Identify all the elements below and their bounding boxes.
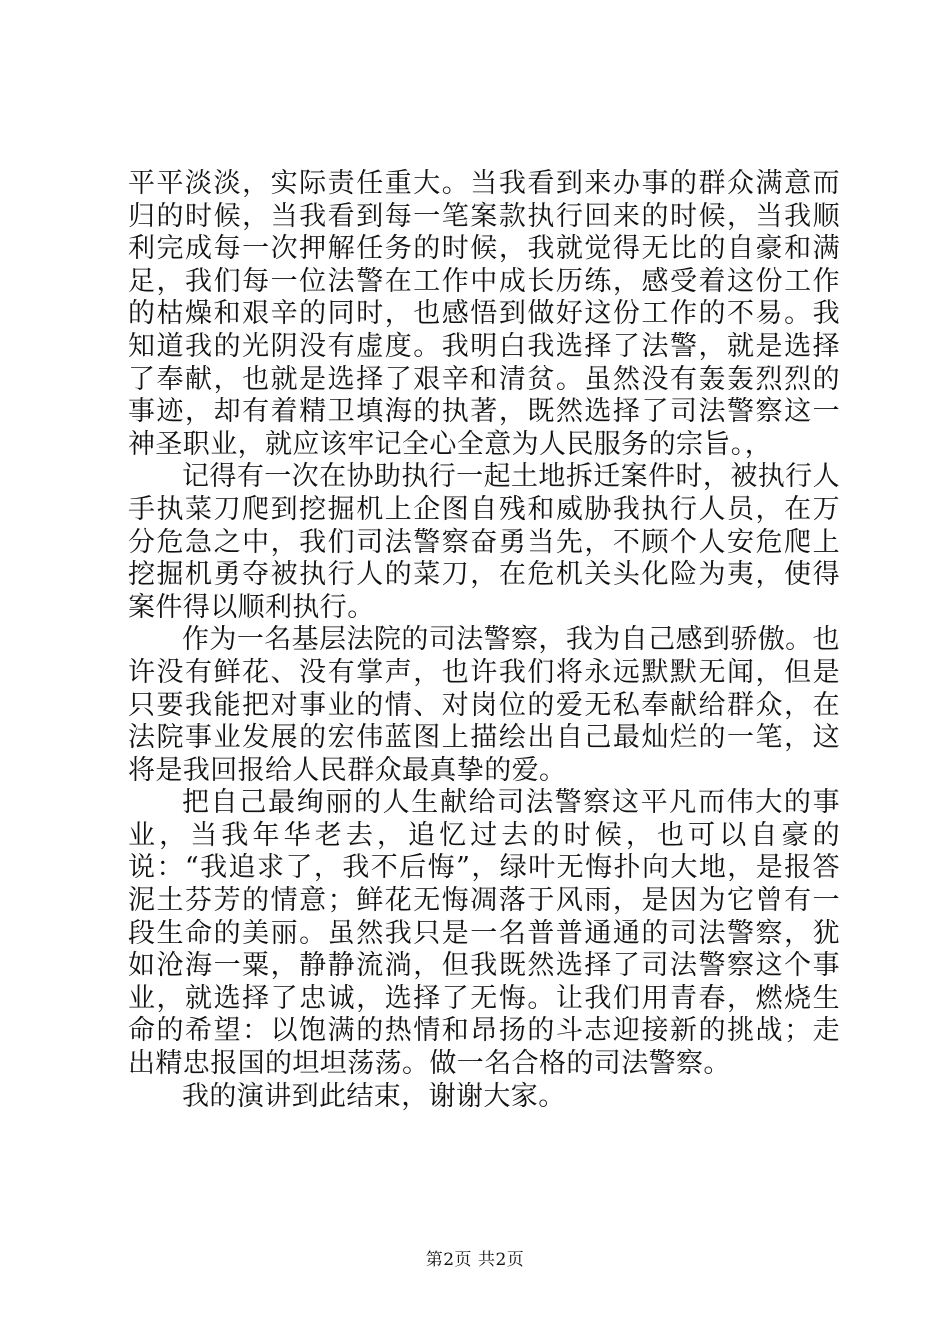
paragraph-demolition-case: 记得有一次在协助执行一起土地拆迁案件时，被执行人手执菜刀爬到挖掘机上企图自残和威胁我执行人员，在万分危急之中，我们司法警察奋勇当先，不顾个人安危爬上挖掘机勇夺被执行人的菜刀，在危机关头化险为夷，使得案件得以顺利执行。	[128, 461, 840, 623]
paragraph-closing: 我的演讲到此结束，谢谢大家。	[182, 1080, 566, 1112]
page-number-footer: 第2页 共2页	[425, 1250, 525, 1270]
paragraph-dedication: 把自己最绚丽的人生献给司法警察这平凡而伟大的事业，当我年华老去，追忆过去的时候，也可以自豪的说：“我追求了，我不后悔”，绿叶无悔扑向大地，是报答泥土芬芳的情意；鲜花无悔凋落于风雨，是因为它曾有一段生命的美丽。虽然我只是一名普普通通的司法警察，犹如沧海一粟，静静流淌，但我既然选择了司法警察这个事业，就选择了忠诚，选择了无悔。让我们用青春，燃烧生命的希望：以饱满的热情和昂扬的斗志迎接新的挑战；走出精忠报国的坦坦荡荡。做一名合格的司法警察。	[128, 787, 840, 1080]
paragraph-pride: 作为一名基层法院的司法警察，我为自己感到骄傲。也许没有鲜花、没有掌声，也许我们将永远默默无闻，但是只要我能把对事业的情、对岗位的爱无私奉献给群众，在法院事业发展的宏伟蓝图上描绘出自己最灿烂的一笔，这将是我回报给人民群众最真挚的爱。	[128, 624, 840, 786]
paragraph-continuation: 平平淡淡，实际责任重大。当我看到来办事的群众满意而归的时候，当我看到每一笔案款执行回来的时候，当我顺利完成每一次押解任务的时候，我就觉得无比的自豪和满足，我们每一位法警在工作中成长历练，感受着这份工作的枯燥和艰辛的同时，也感悟到做好这份工作的不易。我知道我的光阴没有虚度。我明白我选择了法警，就是选择了奉献，也就是选择了艰辛和清贫。虽然没有轰轰烈烈的事迹，却有着精卫填海的执著，既然选择了司法警察这一神圣职业，就应该牢记全心全意为人民服务的宗旨。，	[128, 168, 840, 460]
document-body	[128, 168, 840, 1113]
